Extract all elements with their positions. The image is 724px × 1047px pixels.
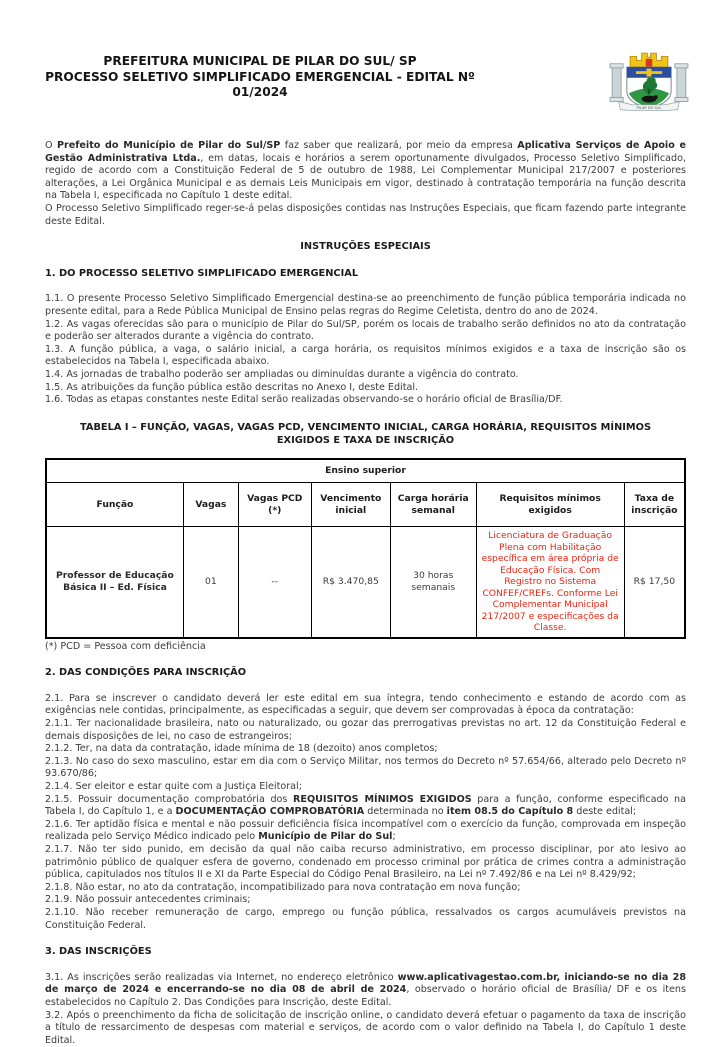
section-1-item-1-5: 1.5. As atribuições da função pública estão descritas no Anexo I, deste Edital. bbox=[45, 381, 419, 393]
col-header-vagas-pcd: Vagas PCD (*) bbox=[238, 483, 311, 527]
col-header-carga-horaria: Carga horária semanal bbox=[390, 483, 476, 527]
section-2-item-2-1-9: 2.1.9. Não possuir antecedentes criminais; bbox=[45, 894, 251, 906]
special-instructions-heading: INSTRUÇÕES ESPECIAIS bbox=[300, 241, 431, 253]
section-1-item-1-2: 1.2. As vagas oferecidas são para o município de Pilar do Sul/SP, porém os locais de trabalho serão definidos no ato da contratação e poderão ser alterados durante a vigência do contrato. bbox=[45, 318, 686, 343]
cell-requisitos: Licenciatura de Graduação Plena com Habilitação específica em área própria de Educação Física. Com Registro no Sistema CONFEF/CREFs. Conforme Lei Complementar Municipal 217/2007 e especificações da Classe. bbox=[476, 527, 624, 638]
section-2-item-2-1-2: 2.1.2. Ter, na data da contratação, idade mínima de 18 (dezoito) anos completos; bbox=[45, 743, 438, 755]
section-2-item-2-1-10: 2.1.10. Não receber remuneração de cargo, emprego ou função pública, ressalvados os cargos acumuláveis previstos na Constituição Federal. bbox=[45, 906, 686, 931]
col-header-requisitos: Requisitos mínimos exigidos bbox=[476, 483, 624, 527]
title-line-2: PROCESSO SELETIVO SIMPLIFICADO EMERGENCIAL - EDITAL Nº 01/2024 bbox=[45, 69, 475, 99]
section-2-item-2-1-1: 2.1.1. Ter nacionalidade brasileira, nato ou naturalizado, ou gozar das prerrogativas previstas no art. 12 da Constituição Federal e demais disposições de lei, no caso de estrangeiros; bbox=[45, 718, 686, 742]
section-3-heading: 3. DAS INSCRIÇÕES bbox=[45, 946, 152, 958]
section-2-item-2-1-7: 2.1.7. Não ter sido punido, em decisão da qual não caiba recurso administrativo, em processo disciplinar, por ato lesivo ao patrimônio público de qualquer esfera de governo, condenado em processo criminal por prática de crimes contra a administração pública, capitulados nos títulos II e XI da Parte Especial do Código Penal Brasileiro, na Lei nº 7.492/86 e na Lei nº 8.429/92; bbox=[45, 844, 686, 881]
section-2-heading: 2. DAS CONDIÇÕES PARA INSCRIÇÃO bbox=[45, 667, 247, 679]
section-1-item-1-3: 1.3. A função pública, a vaga, o salário inicial, a carga horária, os requisitos mínimos exigidos e a taxa de inscrição são os estabelecidos na Tabela I, especificada abaixo. bbox=[45, 343, 686, 368]
col-header-vagas: Vagas bbox=[183, 483, 238, 527]
cell-taxa: R$ 17,50 bbox=[624, 527, 685, 638]
col-header-taxa: Taxa de inscrição bbox=[624, 483, 685, 527]
cell-vagas: 01 bbox=[183, 527, 238, 638]
cell-funcao: Professor de Educação Básica II – Ed. Física bbox=[46, 527, 183, 638]
section-2-item-2-1-3: 2.1.3. No caso do sexo masculino, estar em dia com o Serviço Militar, nos termos do Decreto nº 57.654/66, alterado pelo Decreto nº 93.670/86; bbox=[45, 755, 686, 780]
section-2-item-2-1-4: 2.1.4. Ser eleitor e estar quite com a Justiça Eleitoral; bbox=[45, 781, 302, 793]
municipal-coat-of-arms bbox=[608, 48, 690, 119]
col-header-funcao: Função bbox=[46, 483, 183, 527]
table-header-row bbox=[46, 483, 685, 527]
cell-vagas-pcd: -- bbox=[238, 527, 311, 638]
cell-vencimento: R$ 3.470,85 bbox=[311, 527, 390, 638]
section-3-item-3-2: 3.2. Após o preenchimento da ficha de solicitação de inscrição online, o candidato deverá efetuar o pagamento da taxa de inscrição a título de ressarcimento de despesas com material e serviços, de acordo com o valor definido na Tabela I, do Capítulo 1 deste Edital. bbox=[45, 1009, 686, 1046]
section-1-item-1-4: 1.4. As jornadas de trabalho poderão ser ampliadas ou diminuídas durante a vigência do contrato. bbox=[45, 368, 519, 380]
table-row bbox=[46, 527, 685, 638]
tabela-i bbox=[45, 458, 686, 639]
table-footnote: (*) PCD = Pessoa com deficiência bbox=[45, 640, 206, 652]
section-2-item-2-1: 2.1. Para se inscrever o candidato deverá ler este edital em sua íntegra, tendo conhecimento e estando de acordo com as exigências nele contidas, principalmente, as especificadas a seguir, que devem ser comprovadas à época da contratação: bbox=[45, 692, 686, 717]
ribbon-text: PILAR DO SUL bbox=[636, 105, 662, 110]
title-line-1: PREFEITURA MUNICIPAL DE PILAR DO SUL/ SP bbox=[103, 54, 417, 68]
section-1-heading: 1. DO PROCESSO SELETIVO SIMPLIFICADO EMERGENCIAL bbox=[45, 267, 359, 279]
cell-carga-horaria: 30 horas semanais bbox=[390, 527, 476, 638]
document-header bbox=[45, 54, 686, 126]
intro-paragraph-1: O Prefeito do Município de Pilar do Sul/SP faz saber que realizará, por meio da empresa Aplicativa Serviços de Apoio e Gestão Administrativa Ltda., em datas, locais e horários a serem oportunamente divulgados, Processo Seletivo Simplificado, regido de acordo com a Constituição Federal de 5 de outubro de 1988, Lei Complementar Municipal 217/2007 e posteriores alterações, a Lei Orgânica Municipal e as demais Leis Municipais em vigor, destinado à contratação temporária na função descrita na Tabela I, especificada no Capítulo 1 deste edital. bbox=[45, 140, 686, 202]
section-1-item-1-1: 1.1. O presente Processo Seletivo Simplificado Emergencial destina-se ao preenchimento de função pública temporária indicada no presente edital, para a Rede Pública Municipal de Ensino pelas regras do Regime Celetista, dentro do ano de 2024. bbox=[45, 293, 686, 317]
section-2-item-2-1-6: 2.1.6. Ter aptidão física e mental e não possuir deficiência física incompatível com o exercício da função, comprovada em inspeção realizada pelo Serviço Médico indicado pelo Município de Pilar do Sul; bbox=[45, 818, 686, 843]
document-title bbox=[45, 54, 475, 101]
table-group-header: Ensino superior bbox=[46, 459, 685, 483]
intro-paragraph-2: O Processo Seletivo Simplificado reger-se-á pelas disposições contidas nas Instruções Especiais, que ficam fazendo parte integrante deste Edital. bbox=[45, 202, 686, 227]
section-3-item-3-1: 3.1. As inscrições serão realizadas via Internet, no endereço eletrônico www.aplicativagestao.com.br, iniciando-se no dia 28 de março de 2024 e encerrando-se no dia 08 de abril de 2024, observado o horário oficial de Brasília/ DF e os itens estabelecidos no Capítulo 2. Das Condições para Inscrição, deste Edital. bbox=[45, 971, 686, 1008]
col-header-vencimento: Vencimento inicial bbox=[311, 483, 390, 527]
coat-of-arms-icon bbox=[608, 48, 690, 114]
section-2-item-2-1-5: 2.1.5. Possuir documentação comprobatória dos REQUISITOS MÍNIMOS EXIGIDOS para a função, conforme especificado na Tabela I, do Capítulo 1, e a DOCUMENTAÇÃO COMPROBATÓRIA determinada no item 08.5 do Capítulo 8 deste edital; bbox=[45, 793, 687, 818]
table-i-title: TABELA I – FUNÇÃO, VAGAS, VAGAS PCD, VENCIMENTO INICIAL, CARGA HORÁRIA, REQUISITOS MÍNIMOS EXIGIDOS E TAXA DE INSCRIÇÃO bbox=[79, 421, 652, 447]
section-1-item-1-6: 1.6. Todas as etapas constantes neste Edital serão realizadas observando-se o horário oficial de Brasília/DF. bbox=[45, 394, 563, 406]
section-2-item-2-1-8: 2.1.8. Não estar, no ato da contratação, incompatibilizado para nova contratação em nova função; bbox=[45, 881, 521, 893]
